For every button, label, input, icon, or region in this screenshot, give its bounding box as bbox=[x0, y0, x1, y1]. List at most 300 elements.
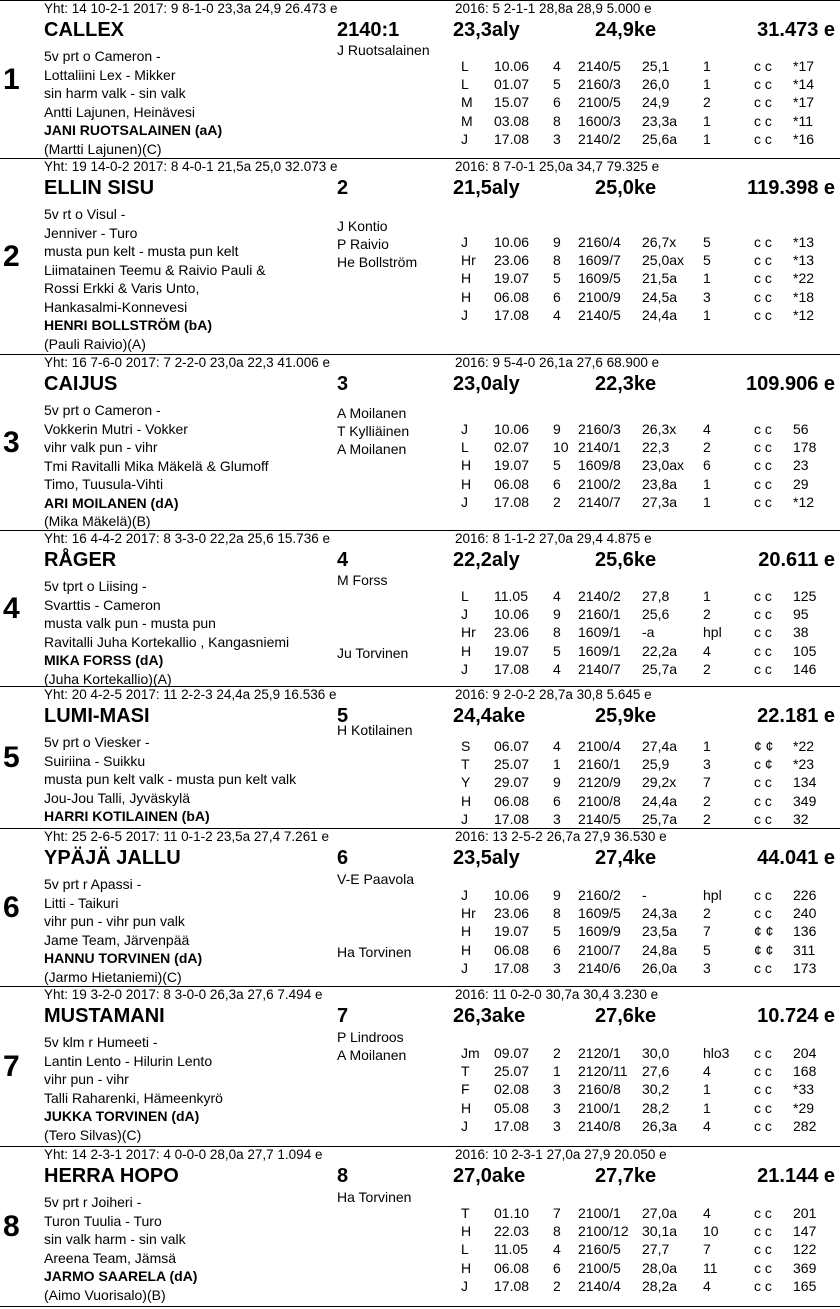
start-place: 3 bbox=[703, 288, 711, 305]
pedigree-line: vihr pun - vihr bbox=[44, 1071, 129, 1087]
driver-name: ARI MOILANEN (dA) bbox=[44, 494, 179, 511]
pedigree-line: (Juha Kortekallio)(A) bbox=[44, 670, 172, 687]
start-time: 28,2a bbox=[642, 1277, 678, 1294]
start-shoes: c c bbox=[754, 457, 772, 474]
start-track: J bbox=[461, 306, 468, 323]
start-number: 5 bbox=[3, 740, 20, 774]
start-place: 4 bbox=[703, 1277, 711, 1294]
start-time: 25,6a bbox=[642, 130, 678, 147]
start-date: 15.07 bbox=[494, 94, 530, 111]
start-odds: 23 bbox=[793, 457, 809, 474]
start-time: 24,4a bbox=[642, 792, 678, 809]
record-volt-start: 27,7ke bbox=[595, 1165, 657, 1187]
start-track: J bbox=[461, 1117, 468, 1134]
start-place: 1 bbox=[703, 58, 711, 74]
start-time: 23,0ax bbox=[642, 457, 685, 474]
start-date: 06.08 bbox=[494, 475, 530, 492]
start-shoes: c c bbox=[754, 306, 772, 323]
start-shoes: c c bbox=[754, 774, 772, 791]
start-race-no: 2 bbox=[553, 1045, 561, 1061]
start-date: 10.06 bbox=[494, 58, 530, 74]
horse-program-number: 7 bbox=[337, 1005, 349, 1027]
start-track: L bbox=[461, 1241, 469, 1258]
record-auto-start: 24,4ake bbox=[453, 705, 526, 727]
pedigree-line: 5v prt o Viesker - bbox=[44, 734, 150, 750]
start-time: 30,2 bbox=[642, 1081, 670, 1098]
start-driver: H Kotilainen bbox=[337, 722, 413, 738]
horse-program-number: 2 bbox=[337, 177, 349, 199]
start-date: 17.08 bbox=[494, 1277, 530, 1294]
start-shoes: c c bbox=[754, 1205, 772, 1221]
start-track: J bbox=[461, 606, 468, 623]
start-date: 05.08 bbox=[494, 1099, 530, 1116]
start-track: Hr bbox=[461, 624, 476, 641]
start-shoes: c c bbox=[754, 1241, 772, 1258]
start-shoes: c c bbox=[754, 288, 772, 305]
start-odds: *14 bbox=[793, 76, 815, 93]
start-place: 7 bbox=[703, 923, 711, 940]
start-shoes: c c bbox=[754, 439, 772, 456]
start-race-no: 8 bbox=[553, 112, 561, 129]
start-date: 06.08 bbox=[494, 1259, 530, 1276]
horse-program-number: 5 bbox=[337, 705, 349, 727]
start-shoes: c c bbox=[754, 792, 772, 809]
total-earnings: 21.144 e bbox=[757, 1165, 835, 1187]
start-distance: 2140/8 bbox=[578, 1117, 621, 1134]
pedigree-line: Jame Team, Järvenpää bbox=[44, 931, 190, 948]
start-driver: Ha Torvinen bbox=[337, 1189, 412, 1205]
start-track: M bbox=[461, 112, 473, 129]
start-date: 17.08 bbox=[494, 130, 530, 147]
start-odds: 204 bbox=[793, 1045, 817, 1061]
record-volt-start: 27,6ke bbox=[595, 1005, 657, 1027]
driver-name: MIKA FORSS (dA) bbox=[44, 652, 164, 668]
start-race-no: 4 bbox=[553, 58, 561, 74]
horse-program-number: 2140:1 bbox=[337, 19, 400, 41]
pedigree-line: (Jarmo Hietaniemi)(C) bbox=[44, 968, 182, 985]
start-shoes: ¢ ¢ bbox=[754, 738, 774, 754]
start-odds: *17 bbox=[793, 94, 815, 111]
start-time: - bbox=[642, 887, 647, 903]
start-race-no: 6 bbox=[553, 288, 561, 305]
start-shoes: c c bbox=[754, 887, 772, 903]
pedigree-line: Lottaliini Lex - Mikker bbox=[44, 66, 176, 83]
record-volt-start: 27,4ke bbox=[595, 847, 657, 869]
start-place: 10 bbox=[703, 1223, 719, 1240]
start-odds: 105 bbox=[793, 642, 817, 659]
start-odds: 369 bbox=[793, 1259, 817, 1276]
start-odds: 136 bbox=[793, 923, 817, 940]
start-shoes: c c bbox=[754, 76, 772, 93]
start-time: 25,0ax bbox=[642, 252, 685, 269]
start-time: 23,5a bbox=[642, 923, 678, 940]
start-odds: 311 bbox=[793, 941, 816, 958]
start-shoes: c c bbox=[754, 252, 772, 269]
horse-entry bbox=[0, 828, 840, 986]
start-race-no: 3 bbox=[553, 959, 561, 976]
start-distance: 2140/4 bbox=[578, 1277, 621, 1294]
start-race-no: 1 bbox=[553, 756, 561, 773]
record-auto-start: 27,0ake bbox=[453, 1165, 526, 1187]
start-shoes: c c bbox=[754, 642, 772, 659]
start-time: 21,5a bbox=[642, 270, 678, 287]
start-date: 10.06 bbox=[494, 606, 530, 623]
start-odds: 32 bbox=[793, 810, 809, 827]
pedigree-line: 5v prt r Apassi - bbox=[44, 876, 142, 892]
driver-name: HANNU TORVINEN (dA) bbox=[44, 950, 203, 966]
start-time: 29,2x bbox=[642, 774, 677, 791]
start-track: J bbox=[461, 234, 468, 250]
start-distance: 2100/5 bbox=[578, 1259, 621, 1276]
start-track: Jm bbox=[461, 1045, 480, 1061]
pedigree-line: (Mika Mäkelä)(B) bbox=[44, 513, 151, 529]
start-race-no: 5 bbox=[553, 76, 561, 93]
start-distance: 2100/12 bbox=[578, 1223, 629, 1240]
start-shoes: c c bbox=[754, 905, 772, 922]
start-distance: 2100/8 bbox=[578, 792, 621, 809]
start-race-no: 8 bbox=[553, 1223, 561, 1240]
start-distance: 2160/3 bbox=[578, 421, 621, 437]
start-distance: 1609/9 bbox=[578, 923, 621, 940]
start-odds: 240 bbox=[793, 905, 817, 922]
start-number: 3 bbox=[3, 425, 20, 459]
start-track: H bbox=[461, 941, 472, 958]
start-time: 25,6 bbox=[642, 606, 670, 623]
horse-name: MUSTAMANI bbox=[44, 1005, 165, 1027]
start-time: 27,0a bbox=[642, 1205, 678, 1221]
pedigree-line: Ravitalli Juha Kortekallio , Kangasniemi bbox=[44, 633, 290, 650]
start-race-no: 5 bbox=[553, 642, 561, 659]
start-place: 1 bbox=[703, 1099, 711, 1116]
start-driver: A Moilanen bbox=[337, 1047, 407, 1064]
start-date: 19.07 bbox=[494, 642, 530, 659]
pedigree-line: musta pun kelt - musta pun kelt bbox=[44, 243, 239, 259]
start-date: 17.08 bbox=[494, 810, 530, 827]
start-driver: V-E Paavola bbox=[337, 871, 415, 887]
start-date: 02.07 bbox=[494, 439, 530, 456]
start-odds: 282 bbox=[793, 1117, 817, 1134]
start-place: 1 bbox=[703, 493, 711, 510]
record-volt-start: 25,6ke bbox=[595, 549, 657, 571]
start-number: 2 bbox=[3, 239, 20, 273]
horse-entry bbox=[0, 1146, 840, 1306]
start-shoes: c c bbox=[754, 1223, 772, 1240]
horse-name: RÅGER bbox=[44, 549, 117, 571]
start-track: L bbox=[461, 588, 469, 604]
horse-name: CAIJUS bbox=[44, 373, 118, 395]
horse-entry bbox=[0, 986, 840, 1146]
start-date: 29.07 bbox=[494, 774, 530, 791]
record-volt-start: 25,9ke bbox=[595, 705, 657, 727]
total-earnings: 31.473 e bbox=[757, 19, 835, 41]
start-time: 28,2 bbox=[642, 1099, 670, 1116]
start-odds: *17 bbox=[793, 58, 815, 74]
start-driver: Ha Torvinen bbox=[337, 943, 412, 960]
start-race-no: 8 bbox=[553, 252, 561, 269]
pedigree-line: 5v prt o Cameron - bbox=[44, 402, 161, 418]
start-date: 11.05 bbox=[494, 1241, 528, 1258]
start-time: 26,3x bbox=[642, 421, 677, 437]
start-place: hpl bbox=[703, 624, 722, 641]
start-shoes: c c bbox=[754, 606, 772, 623]
record-volt-start: 24,9ke bbox=[595, 19, 657, 41]
bottom-rule bbox=[0, 1306, 840, 1307]
pedigree-line: musta valk pun - musta pun bbox=[44, 615, 216, 631]
start-odds: 38 bbox=[793, 624, 809, 641]
horse-entry bbox=[0, 354, 840, 530]
start-time: 24,3a bbox=[642, 905, 678, 922]
pedigree-line: Lantin Lento - Hilurin Lento bbox=[44, 1052, 213, 1069]
pedigree-line: Antti Lajunen, Heinävesi bbox=[44, 103, 195, 120]
start-shoes: c c bbox=[754, 475, 772, 492]
start-track: H bbox=[461, 642, 472, 659]
start-shoes: c c bbox=[754, 421, 772, 437]
start-driver: Ju Torvinen bbox=[337, 644, 409, 661]
start-race-no: 6 bbox=[553, 792, 561, 809]
start-time: 30,0 bbox=[642, 1045, 670, 1061]
start-track: L bbox=[461, 439, 469, 456]
career-stats: Yht: 19 3-2-0 2017: 8 3-0-0 26,3a 27,6 7.494 e bbox=[44, 987, 323, 1002]
start-odds: 349 bbox=[793, 792, 817, 809]
start-date: 17.08 bbox=[494, 1117, 530, 1134]
start-place: 1 bbox=[703, 1081, 711, 1098]
start-driver: P Lindroos bbox=[337, 1029, 404, 1045]
start-distance: 2160/3 bbox=[578, 76, 621, 93]
start-distance: 2140/7 bbox=[578, 660, 621, 677]
driver-name: JANI RUOTSALAINEN (aA) bbox=[44, 122, 223, 138]
start-race-no: 10 bbox=[553, 439, 569, 456]
pedigree-line: Jou-Jou Talli, Jyväskylä bbox=[44, 789, 191, 806]
start-place: 1 bbox=[703, 270, 711, 287]
start-distance: 2140/2 bbox=[578, 130, 621, 147]
start-place: 4 bbox=[703, 642, 711, 659]
start-shoes: c ¢ bbox=[754, 756, 773, 773]
start-place: 1 bbox=[703, 588, 711, 604]
career-stats: Yht: 20 4-2-5 2017: 11 2-2-3 24,4a 25,9 16.536 e bbox=[44, 687, 337, 702]
start-shoes: c c bbox=[754, 624, 772, 641]
start-shoes: c c bbox=[754, 1045, 772, 1061]
horse-entry bbox=[0, 686, 840, 828]
pedigree-line: 5v rt o Visul - bbox=[44, 206, 126, 222]
start-odds: 173 bbox=[793, 959, 817, 976]
start-number: 4 bbox=[3, 591, 20, 625]
start-time: 22,2a bbox=[642, 642, 678, 659]
start-distance: 2140/6 bbox=[578, 959, 621, 976]
start-driver: A Moilanen bbox=[337, 441, 407, 458]
prev-year-stats: 2016: 11 0-2-0 30,7a 30,4 3.230 e bbox=[455, 987, 659, 1002]
start-shoes: c c bbox=[754, 959, 772, 976]
start-time: 24,9 bbox=[642, 94, 670, 111]
horse-program-number: 8 bbox=[337, 1165, 349, 1187]
pedigree-line: Timo, Tuusula-Vihti bbox=[44, 476, 164, 492]
pedigree-line: Jenniver - Turo bbox=[44, 224, 138, 241]
start-time: 24,4a bbox=[642, 306, 678, 323]
start-track: Hr bbox=[461, 252, 476, 269]
start-place: 1 bbox=[703, 475, 711, 492]
start-race-no: 5 bbox=[553, 457, 561, 474]
start-track: J bbox=[461, 493, 468, 510]
start-shoes: c c bbox=[754, 234, 772, 250]
start-race-no: 5 bbox=[553, 270, 561, 287]
start-shoes: ¢ ¢ bbox=[754, 923, 774, 940]
start-odds: *23 bbox=[793, 756, 815, 773]
start-place: 2 bbox=[703, 905, 711, 922]
start-place: 5 bbox=[703, 252, 711, 269]
start-race-no: 3 bbox=[553, 810, 561, 827]
start-track: L bbox=[461, 76, 469, 93]
horse-name: CALLEX bbox=[44, 19, 124, 41]
start-place: 6 bbox=[703, 457, 711, 474]
start-place: 2 bbox=[703, 660, 711, 677]
pedigree-line: Areena Team, Jämsä bbox=[44, 1249, 177, 1266]
start-date: 06.08 bbox=[494, 288, 530, 305]
start-place: 5 bbox=[703, 234, 711, 250]
start-shoes: c c bbox=[754, 58, 772, 74]
start-date: 23.06 bbox=[494, 252, 530, 269]
start-time: 23,8a bbox=[642, 475, 678, 492]
start-track: L bbox=[461, 58, 469, 74]
start-distance: 2120/11 bbox=[578, 1063, 628, 1080]
start-place: 1 bbox=[703, 130, 711, 147]
horse-name: YPÄJÄ JALLU bbox=[44, 847, 181, 869]
start-place: 1 bbox=[703, 76, 711, 93]
pedigree-line: 5v prt r Joiheri - bbox=[44, 1194, 142, 1210]
start-odds: *16 bbox=[793, 130, 815, 147]
start-distance: 2160/5 bbox=[578, 1241, 621, 1258]
start-time: 25,7a bbox=[642, 660, 678, 677]
horse-entry bbox=[0, 530, 840, 686]
start-distance: 1609/1 bbox=[578, 642, 621, 659]
start-date: 06.08 bbox=[494, 792, 530, 809]
start-track: J bbox=[461, 130, 468, 147]
start-date: 17.08 bbox=[494, 306, 530, 323]
career-stats: Yht: 16 4-4-2 2017: 8 3-3-0 22,2a 25,6 15.736 e bbox=[44, 531, 330, 546]
start-distance: 2100/4 bbox=[578, 738, 621, 754]
start-track: Y bbox=[461, 774, 471, 791]
pedigree-line: Vokkerin Mutri - Vokker bbox=[44, 420, 188, 437]
start-place: 3 bbox=[703, 756, 711, 773]
start-place: 4 bbox=[703, 1063, 711, 1080]
start-track: T bbox=[461, 1063, 470, 1080]
start-place: hpl bbox=[703, 887, 722, 903]
start-race-no: 6 bbox=[553, 475, 561, 492]
start-date: 01.10 bbox=[494, 1205, 530, 1221]
prev-year-stats: 2016: 5 2-1-1 28,8a 28,9 5.000 e bbox=[455, 1, 652, 16]
start-race-no: 9 bbox=[553, 887, 561, 903]
pedigree-line: Rossi Erkki & Varis Unto, bbox=[44, 280, 200, 296]
start-odds: 29 bbox=[793, 475, 809, 492]
total-earnings: 10.724 e bbox=[757, 1005, 835, 1027]
start-shoes: c c bbox=[754, 1259, 772, 1276]
start-date: 19.07 bbox=[494, 457, 530, 474]
start-time: 25,7a bbox=[642, 810, 678, 827]
record-auto-start: 21,5aly bbox=[453, 177, 520, 199]
start-place: 7 bbox=[703, 1241, 711, 1258]
start-distance: 2160/2 bbox=[578, 887, 621, 903]
start-race-no: 4 bbox=[553, 588, 561, 604]
start-shoes: c c bbox=[754, 493, 772, 510]
start-date: 19.07 bbox=[494, 270, 530, 287]
start-track: S bbox=[461, 738, 471, 754]
start-distance: 2140/5 bbox=[578, 306, 621, 323]
start-race-no: 2 bbox=[553, 493, 561, 510]
start-driver: J Ruotsalainen bbox=[337, 42, 430, 58]
start-place: 1 bbox=[703, 306, 711, 323]
start-shoes: c c bbox=[754, 130, 772, 147]
horse-program-number: 4 bbox=[337, 549, 349, 571]
start-race-no: 9 bbox=[553, 421, 561, 437]
start-race-no: 4 bbox=[553, 306, 561, 323]
start-track: H bbox=[461, 923, 472, 940]
start-place: 4 bbox=[703, 1205, 711, 1221]
start-shoes: c c bbox=[754, 112, 772, 129]
start-odds: 178 bbox=[793, 439, 817, 456]
pedigree-line: 5v prt o Cameron - bbox=[44, 48, 161, 64]
record-auto-start: 23,3aly bbox=[453, 19, 520, 41]
start-track: H bbox=[461, 1099, 472, 1116]
start-date: 03.08 bbox=[494, 112, 530, 129]
total-earnings: 44.041 e bbox=[757, 847, 835, 869]
horse-entry bbox=[0, 158, 840, 354]
prev-year-stats: 2016: 9 2-0-2 28,7a 30,8 5.645 e bbox=[455, 687, 652, 702]
start-number: 8 bbox=[3, 1209, 20, 1243]
start-date: 10.06 bbox=[494, 234, 530, 250]
start-date: 23.06 bbox=[494, 905, 530, 922]
start-date: 10.06 bbox=[494, 421, 530, 437]
start-date: 02.08 bbox=[494, 1081, 530, 1098]
start-track: Hr bbox=[461, 905, 476, 922]
start-distance: 2160/4 bbox=[578, 234, 621, 250]
start-place: 4 bbox=[703, 421, 711, 437]
start-distance: 2100/2 bbox=[578, 475, 621, 492]
horse-name: HERRA HOPO bbox=[44, 1165, 179, 1187]
start-race-no: 6 bbox=[553, 941, 561, 958]
total-earnings: 119.398 e bbox=[747, 177, 835, 199]
start-odds: *33 bbox=[793, 1081, 815, 1098]
record-auto-start: 23,5aly bbox=[453, 847, 520, 869]
start-odds: 146 bbox=[793, 660, 817, 677]
start-race-no: 9 bbox=[553, 774, 561, 791]
start-shoes: c c bbox=[754, 270, 772, 287]
start-odds: *13 bbox=[793, 234, 815, 250]
record-auto-start: 22,2aly bbox=[453, 549, 520, 571]
prev-year-stats: 2016: 13 2-5-2 26,7a 27,9 36.530 e bbox=[455, 829, 667, 844]
start-race-no: 4 bbox=[553, 660, 561, 677]
start-odds: 56 bbox=[793, 421, 809, 437]
start-time: 26,0 bbox=[642, 76, 670, 93]
start-shoes: ¢ ¢ bbox=[754, 941, 774, 958]
start-date: 25.07 bbox=[494, 756, 530, 773]
start-number: 7 bbox=[3, 1049, 20, 1083]
start-race-no: 6 bbox=[553, 1259, 561, 1276]
start-date: 17.08 bbox=[494, 493, 530, 510]
start-race-no: 7 bbox=[553, 1205, 561, 1221]
start-odds: 165 bbox=[793, 1277, 817, 1294]
start-track: J bbox=[461, 959, 468, 976]
record-volt-start: 25,0ke bbox=[595, 177, 657, 199]
start-date: 09.07 bbox=[494, 1045, 530, 1061]
start-track: J bbox=[461, 660, 468, 677]
start-time: 24,5a bbox=[642, 288, 678, 305]
pedigree-line: Hankasalmi-Konnevesi bbox=[44, 298, 188, 315]
start-odds: 95 bbox=[793, 606, 809, 623]
career-stats: Yht: 14 2-3-1 2017: 4 0-0-0 28,0a 27,7 1.094 e bbox=[44, 1147, 323, 1162]
career-stats: Yht: 14 10-2-1 2017: 9 8-1-0 23,3a 24,9 26.473 e bbox=[44, 1, 338, 16]
start-driver: P Raivio bbox=[337, 236, 389, 253]
start-odds: 125 bbox=[793, 588, 817, 604]
pedigree-line: Turon Tuulia - Turo bbox=[44, 1212, 162, 1229]
start-odds: *12 bbox=[793, 306, 815, 323]
